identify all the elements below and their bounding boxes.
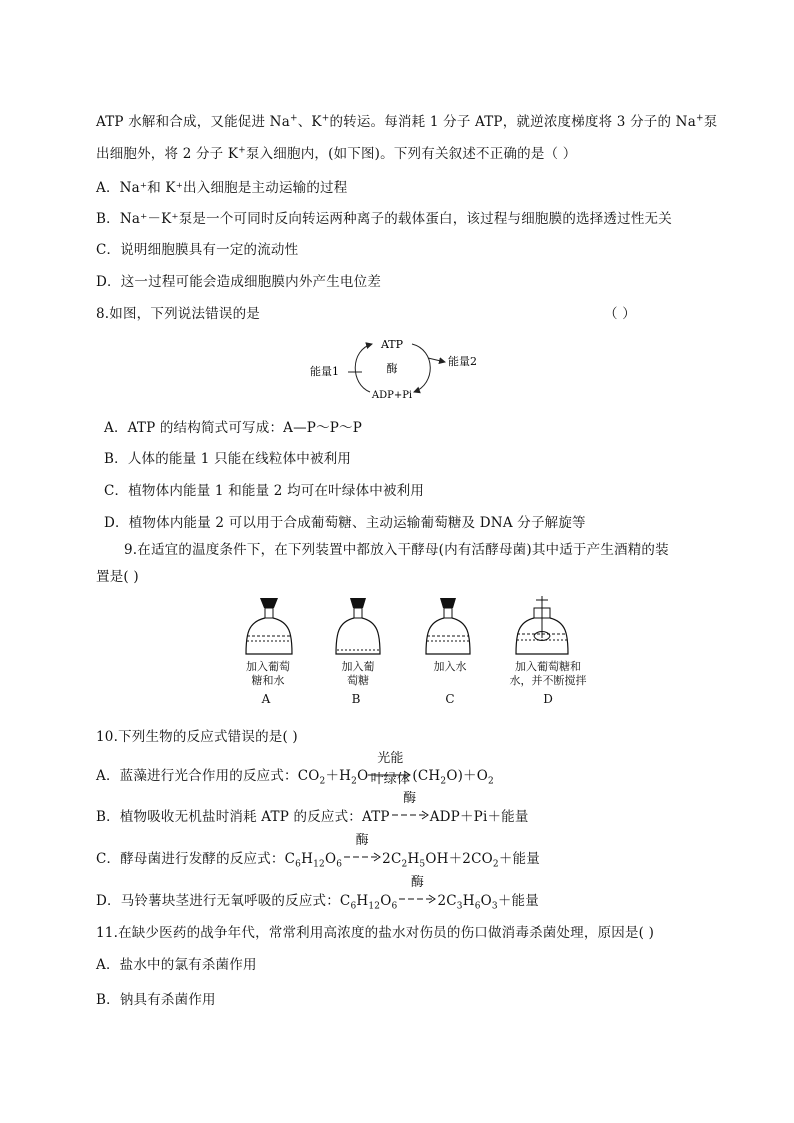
device-a-caption: 加入葡萄 糖和水 — [246, 660, 290, 687]
diagram-enzyme: 酶 — [386, 362, 398, 375]
q8-option-d: D．植物体内能量 2 可以用于合成葡萄糖、主动运输葡萄糖及 DNA 分子解旋等 — [104, 515, 586, 531]
device-b-label: B — [351, 692, 361, 706]
diagram-atp: ATP — [380, 338, 404, 351]
q7-option-d: D．这一过程可能会造成细胞膜内外产生电位差 — [96, 274, 382, 290]
q7-option-a: A．Na⁺和 K⁺出入细胞是主动运输的过程 — [96, 180, 348, 196]
device-b-caption: 加入葡 萄糖 — [341, 660, 375, 687]
q9-stem-line2: 置是( ) — [96, 569, 139, 585]
device-d-flask — [516, 596, 568, 654]
diagram-arrow-left — [355, 344, 372, 392]
device-c-flask — [426, 598, 470, 654]
q10-b-arrow: 酶 — [390, 807, 430, 821]
q10-a-arrow: 光能 叶绿体 — [370, 751, 411, 787]
device-c-label: C — [445, 692, 455, 706]
q10-d-arrow: 酶 — [397, 891, 437, 905]
device-c-caption: 加入水 — [433, 660, 467, 673]
q7-stem-line1: ATP 水解和合成，又能促进 Na+、K+的转运。每消耗 1 分子 ATP，就逆浓度梯度将 3 分子的 Na+泵 — [96, 113, 718, 130]
device-b-flask — [336, 598, 380, 654]
device-a-label: A — [261, 692, 271, 706]
q10-option-d: D．马铃薯块茎进行无氧呼吸的反应式：$C_6H_{12}O_6$ 酶 $2C_3H_6O_3+$能量 — [96, 875, 539, 912]
q8-answer-paren: （ ） — [604, 306, 636, 322]
q8-stem: 8.如图，下列说法错误的是 — [96, 306, 260, 322]
q10-option-c: C．酵母菌进行发酵的反应式：$C_6H_{12}O_6$ 酶 $2C_2H_5OH+2CO_2+$能量 — [96, 833, 540, 870]
diagram-arrow-energy2 — [428, 358, 445, 362]
diagram-energy-2: 能量2 — [448, 355, 477, 368]
fermentation-devices — [236, 596, 596, 658]
q11-option-b: B．钠具有杀菌作用 — [96, 992, 216, 1008]
q7-option-b: B．Na⁺－K⁺泵是一个可同时反向转运两种离子的载体蛋白，该过程与细胞膜的选择透过性无关 — [96, 211, 672, 227]
device-d-caption: 加入葡萄糖和 水，并不断搅拌 — [509, 660, 587, 687]
q7-stem-line2: 出细胞外，将 2 分子 K+泵入细胞内，(如下图)。下列有关叙述不正确的是（ ） — [96, 145, 577, 162]
q10-option-b: B．植物吸收无机盐时消耗 ATP 的反应式：ATP 酶 ADP＋Pi＋能量 — [96, 791, 529, 825]
q10-stem: 10.下列生物的反应式错误的是( ) — [96, 729, 298, 745]
diagram-adp-pi: ADP+Pi — [371, 390, 413, 401]
q10-c-arrow: 酶 — [342, 849, 382, 863]
q8-option-b: B．人体的能量 1 只能在线粒体中被利用 — [104, 451, 352, 467]
diagram-arrow-right — [412, 344, 430, 392]
atp-cycle-diagram — [300, 332, 500, 404]
diagram-energy-1: 能量1 — [310, 365, 339, 378]
q9-stem-line1: 9.在适宜的温度条件下，在下列装置中都放入干酵母(内有活酵母菌)其中适于产生酒精的装 — [124, 542, 669, 558]
q8-option-c: C．植物体内能量 1 和能量 2 均可在叶绿体中被利用 — [104, 483, 425, 499]
q11-stem: 11.在缺少医药的战争年代，常常利用高浓度的盐水对伤员的伤口做消毒杀菌处理，原因是( ) — [96, 925, 655, 941]
q8-option-a: A．ATP 的结构简式可写成：A—P～P～P — [104, 420, 363, 436]
q7-option-c: C．说明细胞膜具有一定的流动性 — [96, 242, 299, 258]
q10-option-a: A．蓝藻进行光合作用的反应式：$CO_2+H_2O$ 光能 叶绿体 $(CH_2O)+O_2$ — [96, 751, 494, 787]
device-a-flask — [246, 598, 292, 654]
q11-option-a: A．盐水中的氯有杀菌作用 — [96, 957, 257, 973]
device-d-label: D — [543, 692, 553, 706]
